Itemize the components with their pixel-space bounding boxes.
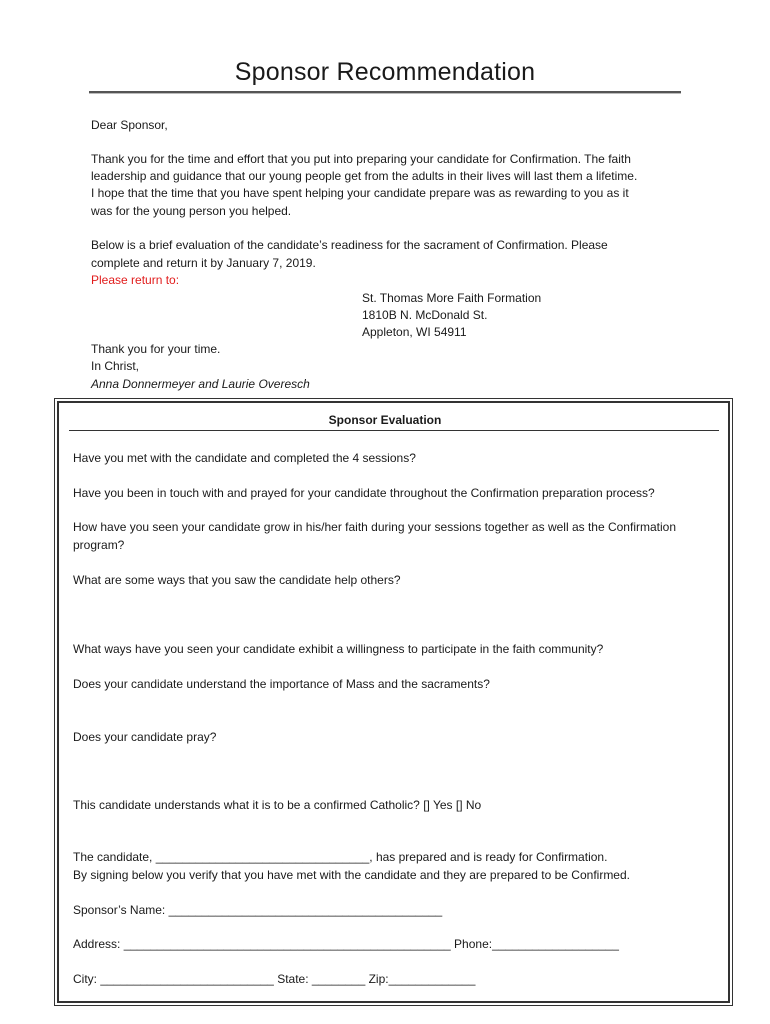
page-title: Sponsor Recommendation xyxy=(234,58,536,86)
city-state-zip-field[interactable]: City: __________________________ State: ________ Zip:_____________ xyxy=(73,972,476,986)
question-mass-sacraments: Does your candidate understand the importance of Mass and the sacraments? xyxy=(73,677,490,691)
question-prayed: Have you been in touch with and prayed for your candidate throughout the Confirmation preparation process? xyxy=(73,486,655,500)
question-grow-line-1: How have you seen your candidate grow in his/her faith during your sessions together as well as the Confirmation xyxy=(73,520,676,534)
closing-line-1: Thank you for your time. xyxy=(91,342,221,356)
question-met-candidate: Have you met with the candidate and completed the 4 sessions? xyxy=(73,451,416,465)
question-grow-line-2: program? xyxy=(73,538,125,552)
paragraph1-line-3: I hope that the time that you have spent helping your candidate prepare was as rewarding to you as it xyxy=(91,186,629,200)
title-underline xyxy=(89,91,681,93)
evaluation-title: Sponsor Evaluation xyxy=(328,413,442,427)
signatures: Anna Donnermeyer and Laurie Overesch xyxy=(91,377,310,391)
sponsor-name-field[interactable]: Sponsor’s Name: _________________________________________ xyxy=(73,903,443,917)
return-label: Please return to: xyxy=(91,273,180,287)
paragraph2-line-2: complete and return it by January 7, 2019. xyxy=(91,256,316,270)
return-address-line-1: St. Thomas More Faith Formation xyxy=(362,291,542,305)
evaluation-title-rule xyxy=(69,430,719,431)
question-faith-community: What ways have you seen your candidate exhibit a willingness to participate in the faith community? xyxy=(73,642,604,656)
paragraph1-line-4: was for the young person you helped. xyxy=(91,204,292,218)
paragraph1-line-1: Thank you for the time and effort that you put into preparing your candidate for Confirmation. The faith xyxy=(91,152,631,166)
salutation: Dear Sponsor, xyxy=(91,118,168,132)
verify-statement: By signing below you verify that you have met with the candidate and they are prepared to be Confirmed. xyxy=(73,868,630,882)
closing-line-2: In Christ, xyxy=(91,359,140,373)
return-address-line-3: Appleton, WI 54911 xyxy=(362,325,467,339)
address-phone-field[interactable]: Address: _________________________________________________ Phone:___________________ xyxy=(73,937,619,951)
return-address-line-2: 1810B N. McDonald St. xyxy=(362,308,488,322)
question-confirmed-catholic: This candidate understands what it is to be a confirmed Catholic? [] Yes [] No xyxy=(73,798,482,812)
paragraph1-line-2: leadership and guidance that our young people get from the adults in their lives will last them a lifetime. xyxy=(91,169,638,183)
question-help-others: What are some ways that you saw the candidate help others? xyxy=(73,573,401,587)
question-pray: Does your candidate pray? xyxy=(73,730,217,744)
candidate-name-line[interactable]: The candidate, ________________________________, has prepared and is ready for Confirmation. xyxy=(73,850,608,864)
paragraph2-line-1: Below is a brief evaluation of the candidate’s readiness for the sacrament of Confirmation. Please xyxy=(91,238,608,252)
